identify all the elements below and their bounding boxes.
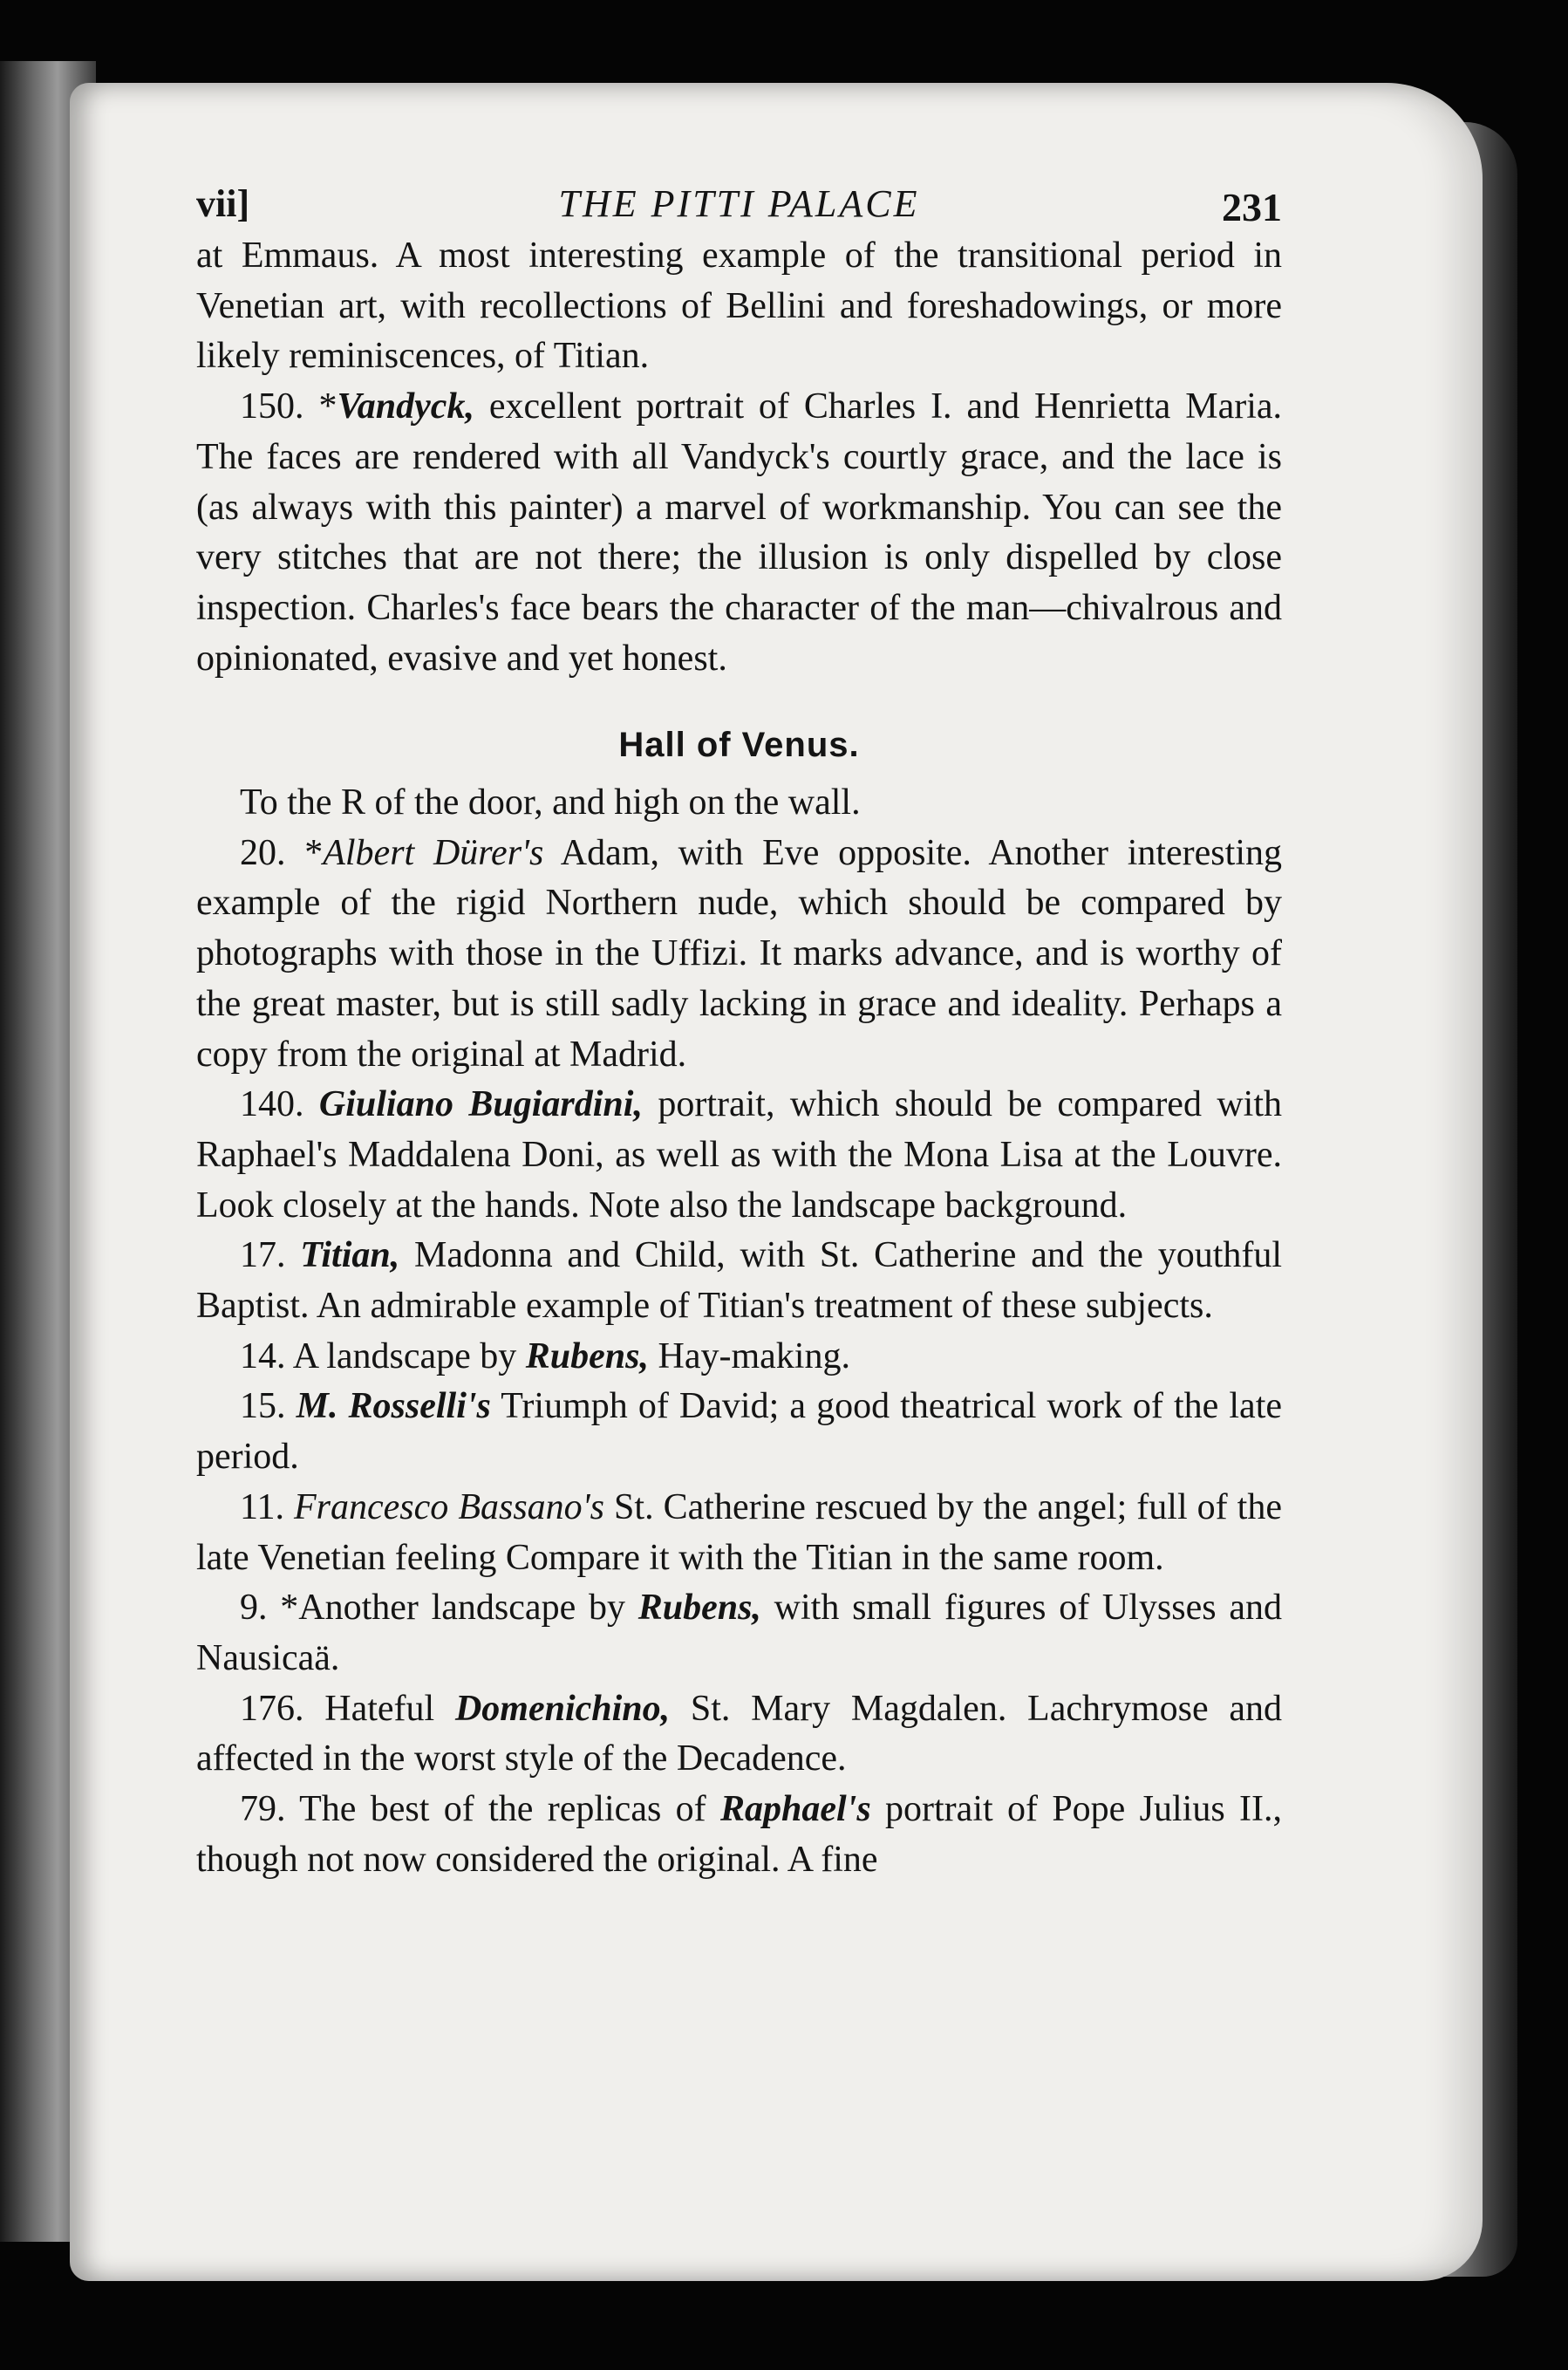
entry-before: Another landscape by <box>298 1588 625 1629</box>
entry-artist: Domenichino, <box>454 1688 671 1729</box>
entry-text: St. Catherine rescued by the angel; full of the late Venetian feeling Compare it with the Titian in the same room. <box>196 1486 1282 1578</box>
entry-star: * <box>304 832 324 873</box>
entry-number: 11. <box>240 1486 284 1527</box>
entry-artist: M. Rosselli's <box>296 1386 491 1427</box>
entry-text: Triumph of David; a good theatrical work of the late period. <box>196 1386 1282 1478</box>
section-heading: Hall of Venus. <box>618 726 860 765</box>
page-number: 231 <box>1222 185 1282 229</box>
catalogue-entry <box>196 1684 1282 1785</box>
entry-artist: Titian, <box>300 1235 400 1276</box>
entry-artist: Rubens, <box>525 1335 649 1376</box>
entry-number: 79. <box>240 1789 286 1830</box>
entry-number: 15. <box>240 1386 286 1427</box>
entry-text: Hay-making. <box>658 1335 850 1376</box>
entry-number: 14. <box>240 1335 286 1376</box>
entry-before: The best of the replicas of <box>299 1789 706 1830</box>
page-content <box>196 179 1282 1886</box>
intro-paragraph <box>196 231 1282 382</box>
entry-star: * <box>280 1588 299 1629</box>
catalogue-entry <box>196 1483 1282 1583</box>
entry-artist: Rubens, <box>637 1588 761 1629</box>
entry-text: portrait, which should be compared with Raphael's Maddalena Doni, as well as with the Mona Lisa at the Louvre. Look closely at the hands. Note also the landscape background. <box>196 1084 1283 1226</box>
catalogue-entry <box>196 1080 1282 1231</box>
entry-text: St. Mary Magdalen. Lachrymose and affected in the worst style of the Decadence. <box>196 1688 1283 1779</box>
entry-number: 17. <box>240 1235 286 1276</box>
section-lead-text: To the R of the door, and high on the wall. <box>240 782 861 823</box>
catalogue-entry <box>196 1332 1282 1383</box>
entry-number: 150. <box>240 386 304 427</box>
entry-text: portrait of Pope Julius II., though not now considered the original. A fine <box>196 1789 1283 1880</box>
catalogue-entry <box>196 382 1282 684</box>
entry-before: A landscape by <box>292 1335 517 1376</box>
catalogue-entry <box>196 829 1282 1081</box>
entry-text: Madonna and Child, with St. Catherine and the youthful Baptist. An admirable example of Titian's treatment of these subjects. <box>196 1235 1283 1327</box>
entry-artist: Raphael's <box>719 1789 871 1830</box>
catalogue-entry <box>196 1583 1282 1684</box>
entry-text: excellent portrait of Charles I. and Henrietta Maria. The faces are rendered with all Vandyck's courtly grace, and the lace is (as always with this painter) a marvel of workmanship. You can see the very stitches that are not there; the illusion is only dispelled by close inspection. Charles's face bears the character of the man—chivalrous and opinionated, evasive and yet honest. <box>196 386 1283 679</box>
entry-text: with small figures of Ulysses and Nausicaä. <box>196 1588 1282 1678</box>
entry-artist: Francesco Bassano's <box>294 1486 604 1527</box>
running-title: THE PITTI PALACE <box>558 182 920 225</box>
entry-number: 176. <box>240 1688 304 1729</box>
entry-star: * <box>318 386 337 427</box>
entry-artist: Giuliano Bugiardini, <box>318 1084 643 1125</box>
catalogue-entry <box>196 1231 1282 1331</box>
entry-text: Adam, with Eve opposite. Another interesting example of the rigid Northern nude, which should be compared by photographs with those in the Uffizi. It marks advance, and is worthy of the great master, but is still sadly lacking in grace and ideality. Perhaps a copy from the original at Madrid. <box>196 832 1282 1075</box>
section-marker: vii] <box>196 182 250 225</box>
entry-number: 140. <box>240 1084 304 1125</box>
entry-number: 9. <box>240 1588 268 1629</box>
catalogue-entry <box>196 1382 1282 1482</box>
catalogue-entry <box>196 1785 1282 1885</box>
entry-artist: Albert Dürer's <box>323 832 544 873</box>
running-head <box>196 179 1282 229</box>
section-lead <box>196 778 1282 829</box>
entry-artist: Vandyck, <box>337 386 474 427</box>
entry-number: 20. <box>240 832 286 873</box>
paragraph-text: at Emmaus. A most interesting example of the transitional period in Venetian art, with recollections of Bellini and foreshadowings, or more likely reminiscences, of Titian. <box>196 236 1282 377</box>
entry-before: Hateful <box>324 1688 435 1729</box>
